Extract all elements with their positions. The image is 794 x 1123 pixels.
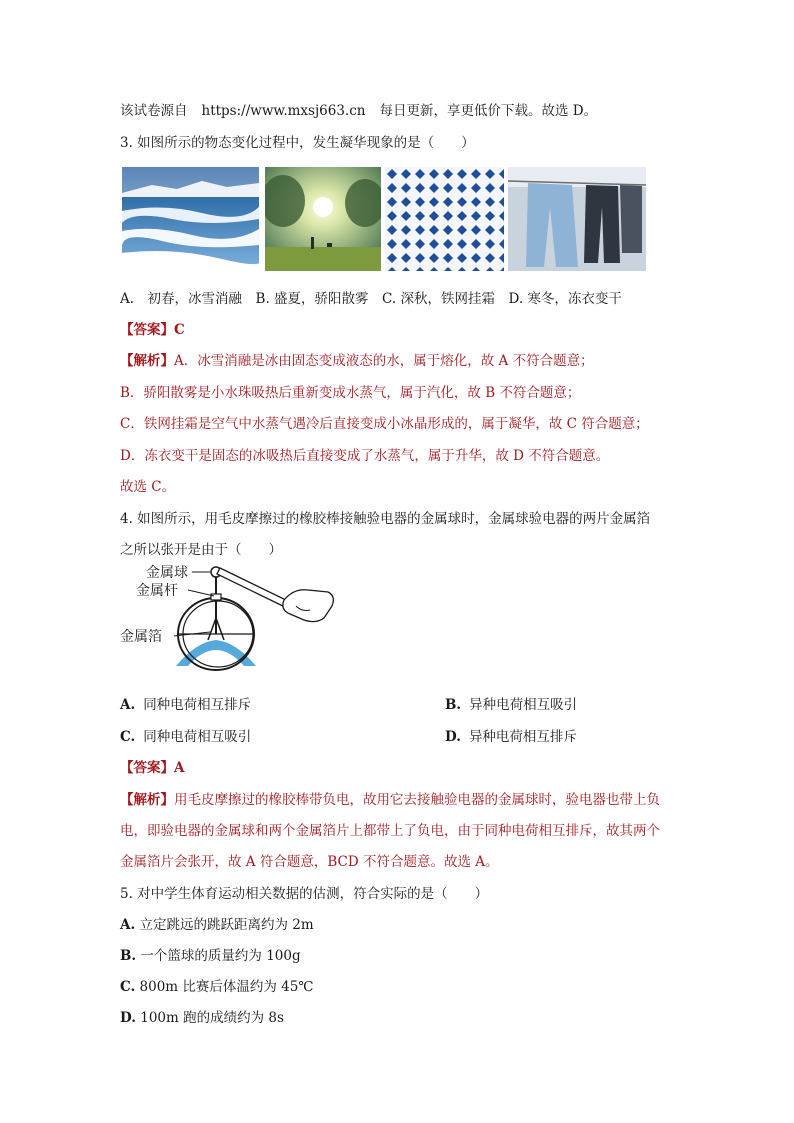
frosted-wire-mesh-photo	[385, 167, 504, 271]
source-url[interactable]: https://www.mxsj663.cn	[201, 103, 366, 119]
ice-snow-melting-photo	[122, 167, 259, 271]
source-line	[120, 101, 597, 121]
q4-option-a	[120, 695, 251, 715]
q5-option-d-letter: D.	[120, 1010, 136, 1026]
q4-answer	[120, 758, 184, 778]
q4-analysis-line-1	[120, 790, 660, 810]
q3-analysis-line-3: C．铁网挂霜是空气中水蒸气遇冷后直接变成小冰晶形成的，属于凝华，故 C 符合题意；	[120, 416, 649, 432]
q5-option-c-letter: C.	[120, 979, 136, 995]
q3-stem: 3. 如图所示的物态变化过程中，发生凝华现象的是（ ）	[120, 135, 475, 151]
q4-option-c-text: 同种电荷相互吸引	[143, 729, 252, 745]
q4-answer-label: 【答案】	[120, 760, 174, 776]
q4-analysis-line-2: 电，即验电器的金属球和两个金属箔片上都带上了负电，由于同种电荷相互排斥，故其两个	[120, 823, 660, 839]
q4-option-a-letter: A.	[120, 697, 136, 713]
q3-analysis-conclusion: 故选 C。	[120, 479, 176, 495]
q3-analysis-label: 【解析】	[120, 353, 174, 369]
q3-analysis-line-1	[120, 351, 594, 371]
q4-analysis-label: 【解析】	[120, 792, 174, 808]
q5-option-c	[120, 977, 313, 997]
electroscope-diagram	[118, 562, 340, 677]
q4-option-c-letter: C.	[120, 729, 136, 745]
q4-stem-line-1: 4. 如图所示，用毛皮摩擦过的橡胶棒接触验电器的金属球时，金属球验电器的两片金属箔	[120, 511, 651, 527]
q5-option-a	[120, 915, 314, 935]
q4-option-b	[445, 695, 577, 715]
q5-option-d-text: 100m 跑的成绩约为 8s	[140, 1010, 284, 1026]
label-metal-foil: 金属箔	[120, 629, 162, 645]
q5-option-b-letter: B.	[120, 948, 137, 964]
q4-option-b-text: 异种电荷相互吸引	[469, 697, 578, 713]
q4-analysis-text: 用毛皮摩擦过的橡胶棒带负电，故用它去接触验电器的金属球时，验电器也带上负	[174, 792, 660, 808]
q4-stem-line-2: 之所以张开是由于（ ）	[120, 542, 282, 558]
q4-option-d-text: 异种电荷相互排斥	[468, 729, 577, 745]
q4-option-a-text: 同种电荷相互排斥	[143, 697, 252, 713]
q3-analysis-text: A．冰雪消融是冰由固态变成液态的水，属于熔化，故 A 不符合题意；	[174, 353, 594, 369]
q3-analysis-line-4: D．冻衣变干是固态的冰吸热后直接变成了水蒸气，属于升华，故 D 不符合题意。	[120, 448, 610, 464]
q3-answer-label: 【答案】	[120, 322, 174, 338]
label-metal-ball: 金属球	[146, 565, 188, 581]
q5-option-b-text: 一个篮球的质量约为 100g	[140, 948, 301, 964]
source-prefix: 该试卷源自	[120, 103, 188, 119]
q3-analysis-line-2: B．骄阳散雾是小水珠吸热后重新变成水蒸气，属于汽化，故 B 不符合题意；	[120, 385, 581, 401]
q3-answer-value: C	[174, 322, 185, 338]
q3-options: A. 初春，冰雪消融 B. 盛夏，骄阳散雾 C. 深秋，铁网挂霜 D. 寒冬，冻衣变干	[120, 291, 622, 307]
q4-option-b-letter: B.	[445, 697, 462, 713]
q5-option-d	[120, 1008, 284, 1028]
fog-sunrise-photo	[265, 167, 381, 271]
source-suffix: 每日更新，享更低价下载。故选 D。	[379, 103, 598, 119]
q4-answer-value: A	[174, 760, 185, 776]
q5-option-a-text: 立定跳远的跳跃距离约为 2m	[139, 917, 314, 933]
q4-option-d-letter: D.	[445, 729, 461, 745]
frozen-clothes-photo	[508, 167, 646, 271]
q5-option-a-letter: A.	[120, 917, 136, 933]
label-metal-rod: 金属杆	[136, 583, 178, 599]
q4-option-c	[120, 727, 251, 747]
q3-answer	[120, 320, 185, 340]
q5-option-b	[120, 946, 301, 966]
q4-analysis-line-3: 金属箔片会张开，故 A 符合题意，BCD 不符合题意。故选 A。	[120, 854, 499, 870]
q4-option-d	[445, 727, 577, 747]
q5-stem: 5. 对中学生体育运动相关数据的估测，符合实际的是（ ）	[120, 886, 489, 902]
q5-option-c-text: 800m 比赛后体温约为 45℃	[139, 979, 314, 995]
